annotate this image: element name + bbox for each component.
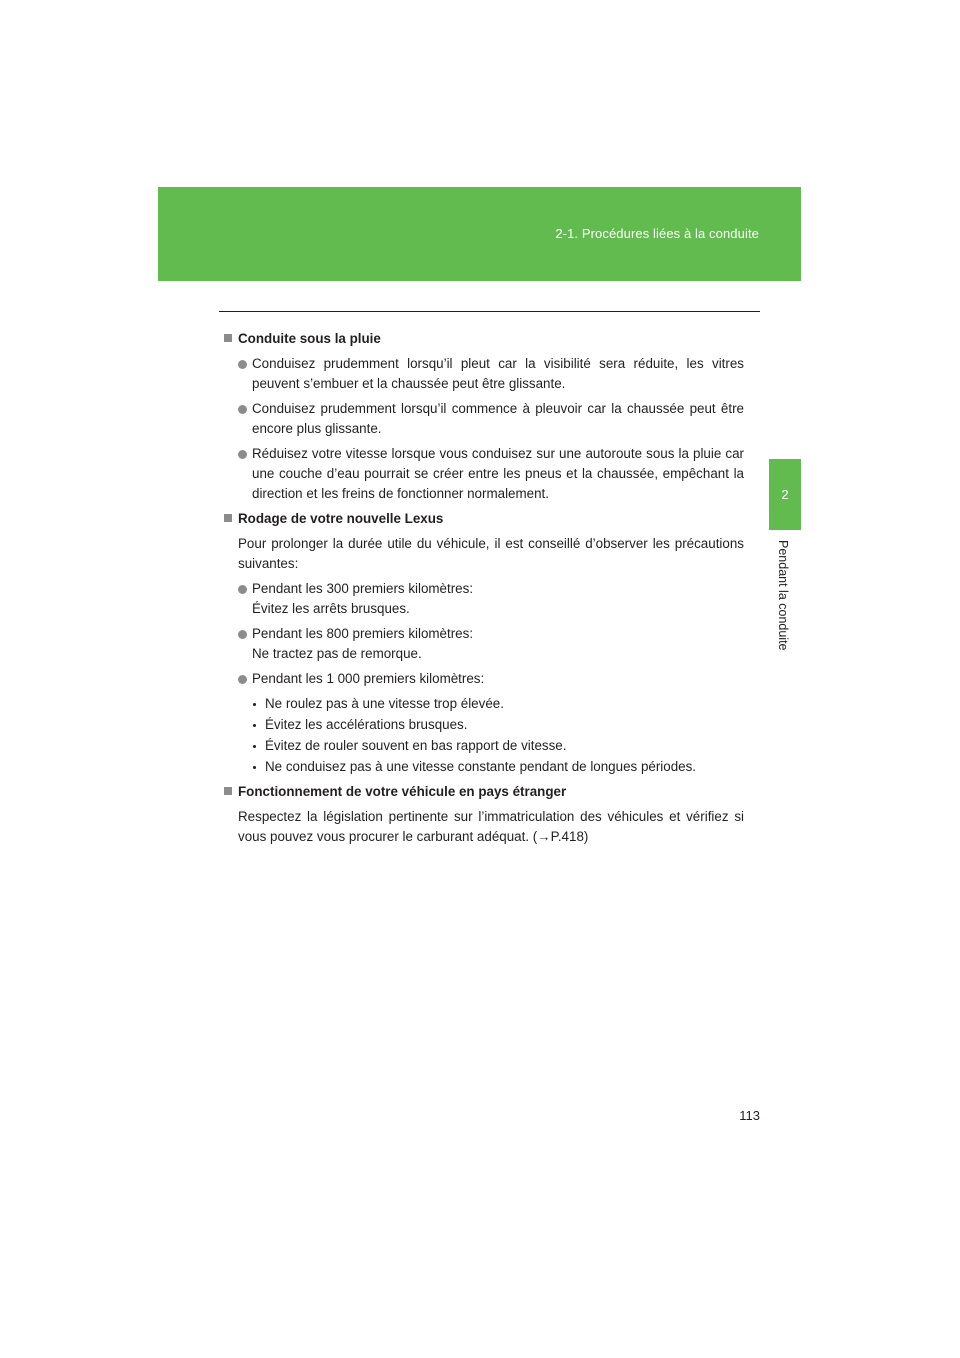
list-item xyxy=(223,624,744,664)
page-content xyxy=(223,329,744,852)
sub-list xyxy=(223,694,744,777)
list-item xyxy=(223,669,744,689)
heading-text: Conduite sous la pluie xyxy=(238,331,381,346)
sub-list-item xyxy=(252,736,744,756)
small-dot-icon xyxy=(253,745,256,748)
list-item-text: Pendant les 1 000 premiers kilomètres: xyxy=(252,671,485,686)
list-item-text: Pendant les 800 premiers kilomètres: xyxy=(252,626,474,641)
section-break-in xyxy=(223,509,744,777)
list-item-text: Conduisez prudemment lorsqu’il pleut car la visibilité sera réduite, les vitres peuvent s’embuer et la chaussée peut être glissante. xyxy=(252,356,744,391)
circle-bullet-icon xyxy=(238,450,247,459)
sub-list-item xyxy=(252,694,744,714)
list-item xyxy=(223,444,744,504)
sub-list-item xyxy=(252,757,744,777)
body-paragraph: Respectez la législation pertinente sur l’immatriculation des véhicules et vérifiez si vous pouvez vous procurer le carburant adéquat. (→P.418) xyxy=(238,809,744,844)
circle-bullet-icon xyxy=(238,675,247,684)
list-item-subtext: Évitez les arrêts brusques. xyxy=(252,601,410,616)
small-dot-icon xyxy=(253,703,256,706)
list-item-text: Pendant les 300 premiers kilomètres: xyxy=(252,581,474,596)
sub-list-item-text: Ne roulez pas à une vitesse trop élevée. xyxy=(265,696,504,711)
heading-text: Rodage de votre nouvelle Lexus xyxy=(238,511,444,526)
heading-text: Fonctionnement de votre véhicule en pays étranger xyxy=(238,784,567,799)
circle-bullet-icon xyxy=(238,405,247,414)
list-item xyxy=(223,579,744,619)
intro-paragraph: Pour prolonger la durée utile du véhicule, il est conseillé d’observer les précautions suivantes: xyxy=(238,536,744,571)
section-title: 2-1. Procédures liées à la conduite xyxy=(555,226,759,241)
small-dot-icon xyxy=(253,766,256,769)
circle-bullet-icon xyxy=(238,360,247,369)
chapter-number: 2 xyxy=(781,487,789,502)
circle-bullet-icon xyxy=(238,630,247,639)
square-bullet-icon xyxy=(224,514,232,522)
circle-bullet-icon xyxy=(238,585,247,594)
page-number: 113 xyxy=(739,1108,760,1123)
section-heading xyxy=(223,782,744,802)
list-item xyxy=(223,399,744,439)
sub-list-item-text: Évitez les accélérations brusques. xyxy=(265,717,468,732)
top-rule xyxy=(219,311,760,312)
chapter-tab xyxy=(769,459,801,530)
list-item-text: Réduisez votre vitesse lorsque vous conduisez sur une autoroute sous la pluie car une couche d’eau pourrait se créer entre les pneus et la chaussée, empêchant la direction et les freins de fonctionner normalement. xyxy=(252,446,744,501)
list-item-text: Conduisez prudemment lorsqu’il commence à pleuvoir car la chaussée peut être encore plus glissante. xyxy=(252,401,744,436)
sub-list-item-text: Ne conduisez pas à une vitesse constante pendant de longues périodes. xyxy=(265,759,697,774)
chapter-label: Pendant la conduite xyxy=(776,540,790,651)
sub-list-item-text: Évitez de rouler souvent en bas rapport de vitesse. xyxy=(265,738,567,753)
section-heading xyxy=(223,509,744,529)
small-dot-icon xyxy=(253,724,256,727)
square-bullet-icon xyxy=(224,787,232,795)
section-foreign-country xyxy=(223,782,744,847)
list-item-subtext: Ne tractez pas de remorque. xyxy=(252,646,422,661)
section-heading xyxy=(223,329,744,349)
list-item xyxy=(223,354,744,394)
sub-list-item xyxy=(252,715,744,735)
section-rain-driving xyxy=(223,329,744,504)
chapter-header-band xyxy=(158,187,801,281)
square-bullet-icon xyxy=(224,334,232,342)
